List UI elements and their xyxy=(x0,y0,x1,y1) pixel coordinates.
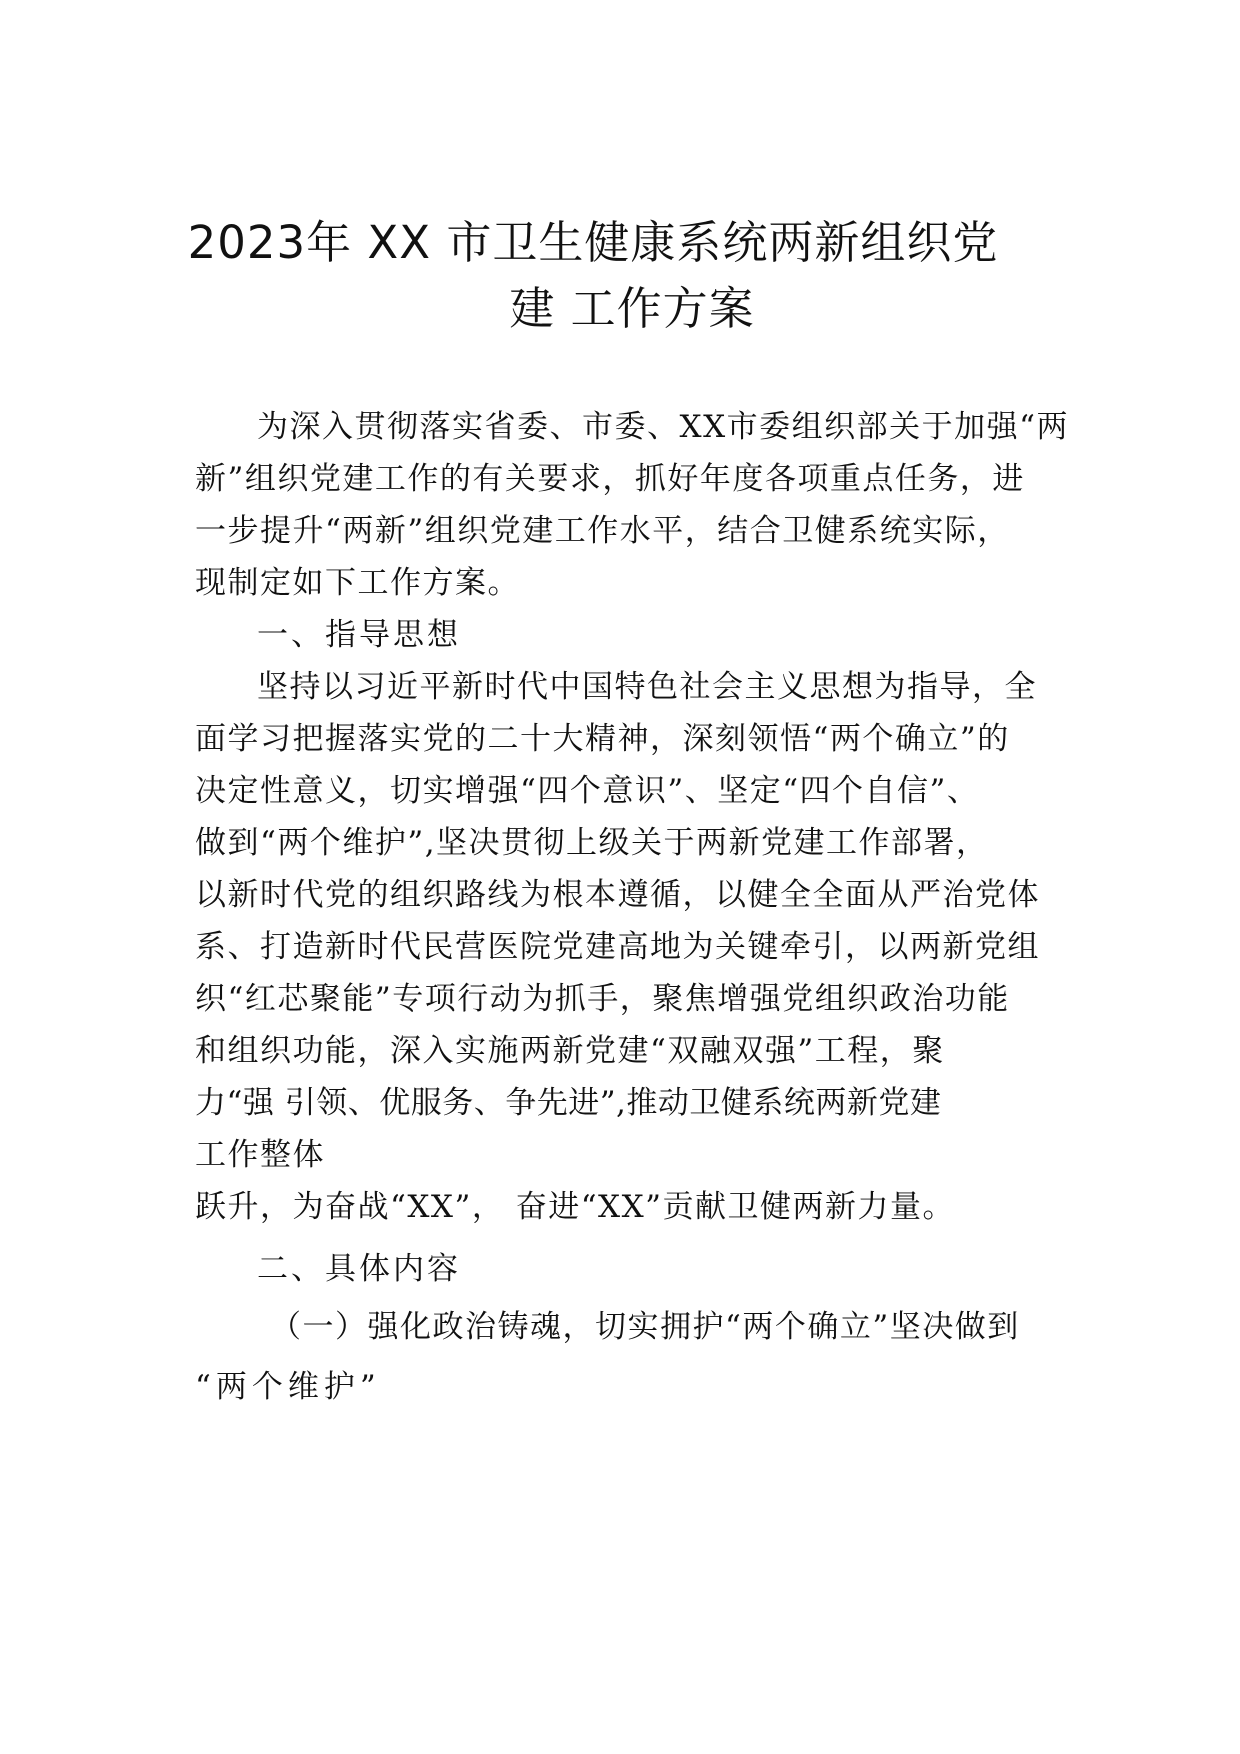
guiding-ideology-line-4: 做到“两个维护”,坚决贯彻上级关于两新党建工作部署， xyxy=(195,825,989,861)
intro-line-4: 现制定如下工作方案。 xyxy=(195,565,520,601)
guiding-ideology-line-6: 系、打造新时代民营医院党建高地为关键牵引，以两新党组 xyxy=(195,929,1040,965)
document-title-line-2: 建 工作方案 xyxy=(509,282,755,336)
guiding-ideology-line-8: 和组织功能，深入实施两新党建“双融双强”工程，聚 xyxy=(195,1033,945,1069)
subsection-heading-line-1: （一）强化政治铸魂，切实拥护“两个确立”坚决做到 xyxy=(270,1309,1020,1345)
guiding-ideology-line-11: 跃升，为奋战“XX”， 奋进“XX”贡献卫健两新力量。 xyxy=(195,1189,956,1225)
section-heading-guiding-ideology: 一、指导思想 xyxy=(257,617,461,653)
guiding-ideology-line-5: 以新时代党的组织路线为根本遵循，以健全全面从严治党体 xyxy=(195,877,1040,913)
section-heading-specific-content: 二、具体内容 xyxy=(257,1251,461,1287)
guiding-ideology-line-1: 坚持以习近平新时代中国特色社会主义思想为指导，全 xyxy=(257,669,1037,705)
guiding-ideology-line-10: 工作整体 xyxy=(195,1137,325,1173)
guiding-ideology-line-7: 织“红芯聚能”专项行动为抓手，聚焦增强党组织政治功能 xyxy=(195,981,1010,1017)
guiding-ideology-line-3: 决定性意义，切实增强“四个意识”、坚定“四个自信”、 xyxy=(195,773,980,809)
intro-line-3: 一步提升“两新”组织党建工作水平，结合卫健系统实际， xyxy=(195,513,1010,549)
guiding-ideology-line-2: 面学习把握落实党的二十大精神，深刻领悟“两个确立”的 xyxy=(195,721,1010,757)
document-title-line-1: 2023年 XX 市卫生健康系统两新组织党 xyxy=(187,216,999,270)
intro-line-2: 新”组织党建工作的有关要求，抓好年度各项重点任务，进 xyxy=(195,461,1025,497)
guiding-ideology-line-9: 力“强 引领、优服务、争先进”,推动卫健系统两新党建 xyxy=(195,1085,942,1121)
intro-line-1: 为深入贯彻落实省委、市委、XX市委组织部关于加强“两 xyxy=(257,409,1069,445)
subsection-heading-line-2: “两个维护” xyxy=(195,1369,381,1405)
